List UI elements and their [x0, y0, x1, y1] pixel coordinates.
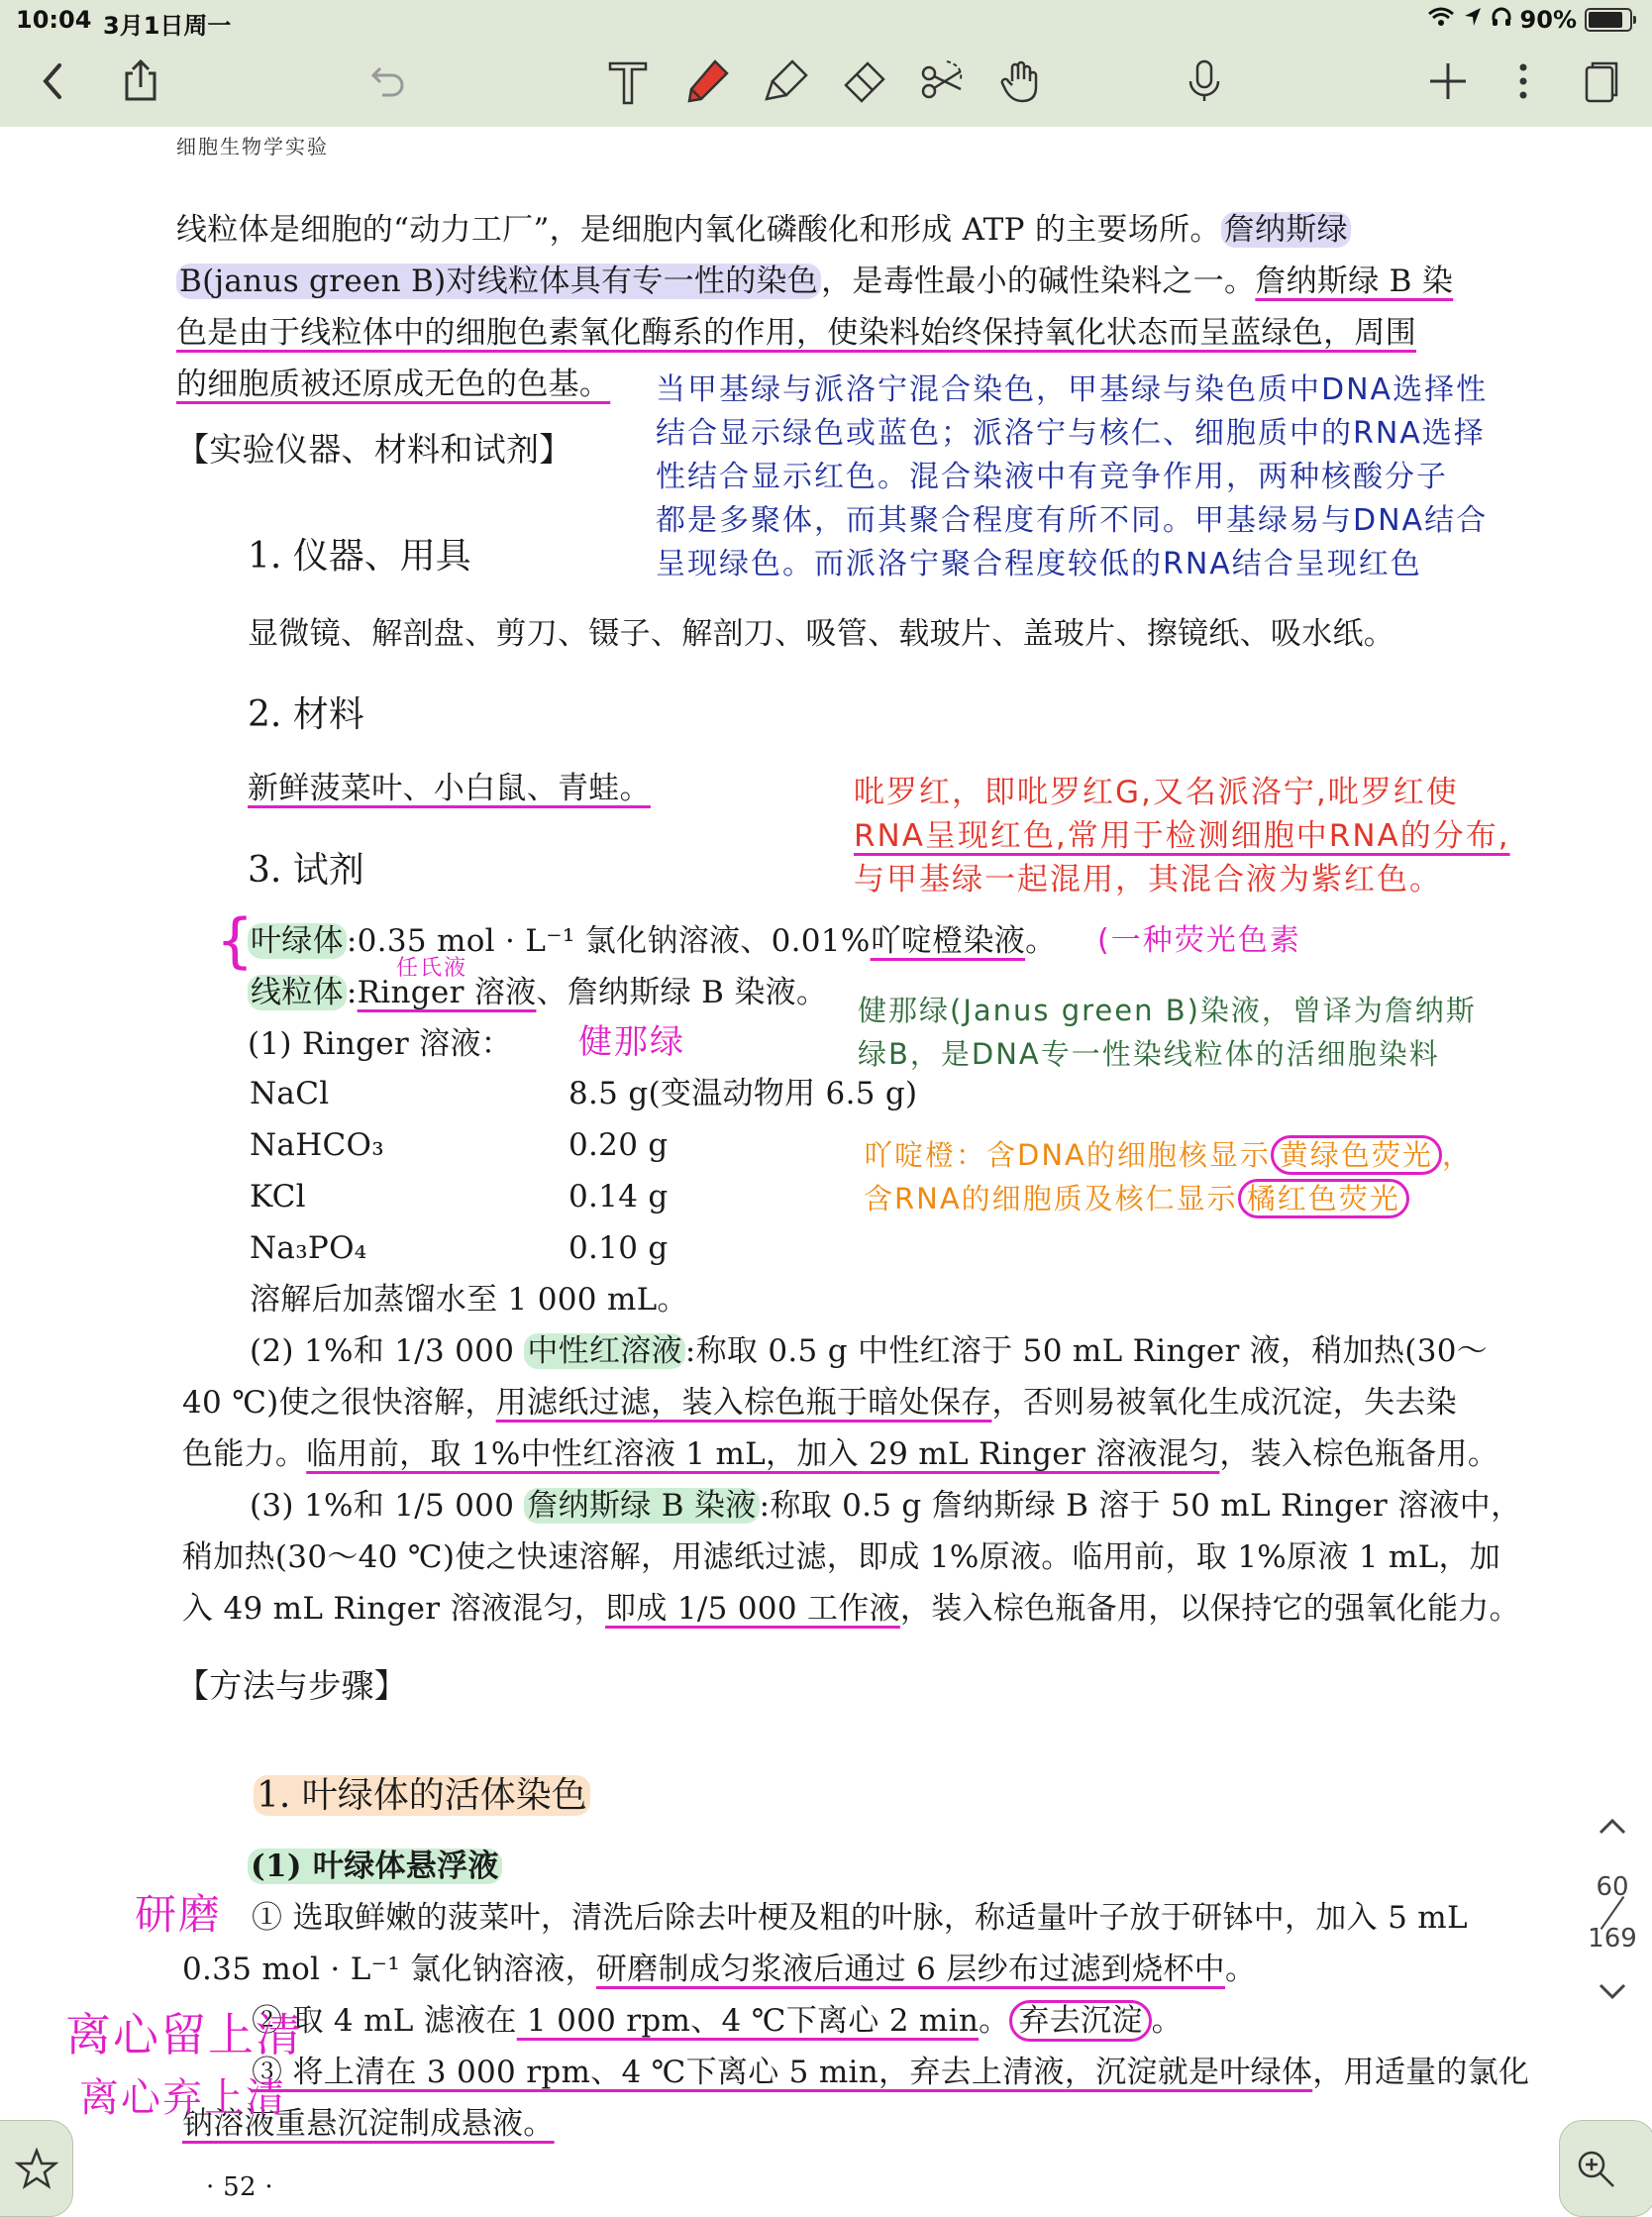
ringer-amt-1: 0.20 g [568, 1127, 669, 1163]
step-3-line-1: ③ 将上清在 3 000 rpm、4 ℃下离心 5 min，弃去上清液，沉淀就是叶绿体，用适量的氯化 [252, 2055, 1530, 2090]
reagent-mitochondria: 线粒体:Ringer 溶液、詹纳斯绿 B 染液。 [248, 967, 827, 1018]
highlight-janus: 詹纳斯绿 [1221, 212, 1351, 248]
ringer-amt-3: 0.10 g [568, 1230, 669, 1266]
intro-line-2: B(janus green B)对线粒体具有专一性的染色，是毒性最小的碱性染料之一。詹纳斯绿 B 染 [176, 256, 1453, 307]
scissors-icon [917, 55, 969, 107]
page-up-button[interactable] [1573, 1811, 1652, 1860]
location-icon [1463, 6, 1483, 34]
top-bar [0, 0, 1652, 128]
eraser-icon [838, 55, 889, 107]
note-fluorescent: (一种荧光色素 [1097, 923, 1301, 958]
pen-icon [681, 55, 733, 107]
status-right [1427, 6, 1632, 34]
neutral-red-line-1: (2) 1%和 1/3 000 中性红溶液:称取 0.5 g 中性红溶于 50 mL Ringer 液，稍加热(30～ [250, 1333, 1489, 1369]
undo-button[interactable] [357, 52, 416, 111]
heading-method-1-1: (1) 叶绿体悬浮液 [248, 1841, 502, 1892]
text-tool-icon [602, 55, 654, 107]
chevron-left-icon [28, 55, 79, 107]
ringer-amt-0: 8.5 g(变温动物用 6.5 g) [568, 1076, 918, 1111]
page-navigator [1573, 1811, 1652, 2068]
battery-icon [1585, 8, 1632, 32]
more-icon [1497, 55, 1549, 107]
battery-percent: 90% [1519, 6, 1577, 34]
neutral-red-line-3: 色能力。临用前，取 1%中性红溶液 1 mL，加入 29 mL Ringer 溶液混匀，装入棕色瓶备用。 [182, 1436, 1499, 1472]
ringer-name-3: Na₃PO₄ [250, 1230, 367, 1266]
section-methods: 【方法与步骤】 [176, 1666, 408, 1705]
reagent-chloroplast: 叶绿体:0.35 mol · L⁻¹ 氯化钠溶液、0.01%吖啶橙染液。 [248, 915, 1056, 967]
hand-tool-button[interactable] [990, 52, 1050, 111]
note-jiannalu: 健那绿 [578, 1022, 685, 1062]
intro-line-4: 的细胞质被还原成无色的色基。 [176, 367, 611, 402]
plus-icon [1422, 55, 1474, 107]
ringer-title: (1) Ringer 溶液： [248, 1026, 513, 1062]
total-pages: 169 [1588, 1924, 1637, 1953]
section-instruments: 【实验仪器、材料和试剂】 [176, 430, 572, 469]
text-tool-button[interactable] [598, 52, 658, 111]
eraser-tool-button[interactable] [834, 52, 893, 111]
heading-method-1: 1. 叶绿体的活体染色 [254, 1767, 590, 1818]
microphone-icon [1179, 55, 1230, 107]
pen-tool-button[interactable] [677, 52, 737, 111]
heading-reagents: 3. 试剂 [248, 850, 364, 891]
neutral-red-line-2: 40 ℃)使之很快溶解，用滤纸过滤，装入棕色瓶于暗处保存，否则易被氧化生成沉淀，失去染 [182, 1385, 1457, 1421]
chevron-up-icon [1593, 1811, 1632, 1841]
running-header: 细胞生物学实验 [176, 135, 329, 158]
materials-list: 新鲜菠菜叶、小白鼠、青蛙。 [248, 771, 651, 806]
pages-icon [1575, 55, 1626, 107]
note-centrifuge-discard: 离心弃上清 [79, 2075, 287, 2121]
janus-line-3: 入 49 mL Ringer 溶液混匀，即成 1/5 000 工作液，装入棕色瓶备用，以保持它的强氧化能力。 [182, 1591, 1520, 1627]
more-button[interactable] [1494, 52, 1553, 111]
step-2: ② 取 4 mL 滤液在 1 000 rpm、4 ℃下离心 2 min。 弃去沉淀 。 [252, 1995, 1183, 2047]
note-brace: { [216, 906, 257, 976]
hand-icon [994, 55, 1046, 107]
intro-line-1: 线粒体是细胞的“动力工厂”，是细胞内氧化磷酸化和形成 ATP 的主要场所。詹纳斯绿 [176, 204, 1351, 256]
note-red: 吡罗红，即吡罗红G,又名派洛宁,吡罗红使 RNA呈现红色,常用于检测细胞中RNA的分布, 与甲基绿一起混用，其混合液为紫红色。 [854, 775, 1510, 897]
note-centrifuge-keep: 离心留上清 [65, 2008, 303, 2061]
note-orange: 吖啶橙：含DNA的细胞核显示 黄绿色荧光 ， 含RNA的细胞质及核仁显示 橘红色荧光 [864, 1133, 1473, 1220]
lasso-tool-button[interactable] [913, 52, 973, 111]
wifi-icon [1427, 6, 1455, 34]
step-1-line-2: 0.35 mol · L⁻¹ 氯化钠溶液，研磨制成匀浆液后通过 6 层纱布过滤到烧杯中。 [182, 1952, 1257, 1987]
ringer-name-1: NaHCO₃ [250, 1127, 385, 1163]
intro-line-3: 色是由于线粒体中的细胞色素氧化酶系的作用，使染料始终保持氧化状态而呈蓝绿色，周围 [176, 315, 1416, 351]
add-button[interactable] [1418, 52, 1478, 111]
highlighter-icon [761, 55, 812, 107]
current-page: 60 [1596, 1872, 1629, 1902]
ringer-name-2: KCl [250, 1179, 306, 1214]
page-down-button[interactable] [1573, 1977, 1652, 2027]
star-icon [15, 2147, 58, 2190]
ringer-amt-2: 0.14 g [568, 1179, 669, 1214]
heading-materials: 2. 材料 [248, 694, 364, 735]
note-ringer: 任氏液 [396, 956, 468, 981]
zoom-button[interactable] [1559, 2120, 1652, 2217]
note-blue: 当甲基绿与派洛宁混合染色，甲基绿与染色质中DNA选择性 结合显示绿色或蓝色；派洛宁与核仁、细胞质中的RNA选择 性结合显示红色。混合染液中有竞争作用，两种核酸分子 都是多聚体，而其聚合程度有所不同。甲基绿易与DNA结合 呈现绿色。而派洛宁聚合程度较低的RNA结合呈现红色 [656, 372, 1489, 581]
note-grind: 研磨 [135, 1890, 223, 1939]
status-date: 3月1日周一 [103, 12, 232, 40]
back-button[interactable] [24, 52, 83, 111]
share-icon [115, 55, 166, 107]
undo-icon [361, 55, 412, 107]
step-3-line-2: 钠溶液重悬沉淀制成悬液。 [182, 2106, 555, 2142]
status-time: 10:04 [16, 6, 92, 34]
janus-line-1: (3) 1%和 1/5 000 詹纳斯绿 B 染液:称取 0.5 g 詹纳斯绿 B 溶于 50 mL Ringer 溶液中， [250, 1488, 1522, 1524]
status-bar [0, 0, 1652, 40]
highlighter-tool-button[interactable] [757, 52, 816, 111]
ringer-end: 溶解后加蒸馏水至 1 000 mL。 [250, 1282, 688, 1318]
pages-button[interactable] [1571, 52, 1630, 111]
ringer-name-0: NaCl [250, 1076, 330, 1111]
share-button[interactable] [111, 52, 170, 111]
instruments-list: 显微镜、解剖盘、剪刀、镊子、解剖刀、吸管、载玻片、盖玻片、擦镜纸、吸水纸。 [248, 616, 1395, 652]
note-green: 健那绿(Janus green B)染液，曾译为詹纳斯 绿B，是DNA专一性染线粒体的活细胞染料 [858, 994, 1477, 1071]
favorite-button[interactable] [0, 2120, 73, 2217]
zoom-in-icon [1574, 2147, 1617, 2190]
step-1-line-1: ① 选取鲜嫩的菠菜叶，清洗后除去叶梗及粗的叶脉，称适量叶子放于研钵中，加入 5 mL [252, 1900, 1468, 1936]
document-page [0, 127, 1652, 2203]
heading-instruments: 1. 仪器、用具 [248, 536, 471, 577]
chevron-down-icon [1593, 1977, 1632, 2007]
microphone-button[interactable] [1175, 52, 1234, 111]
page-number: · 52 · [206, 2172, 273, 2202]
janus-line-2: 稍加热(30～40 ℃)使之快速溶解，用滤纸过滤，即成 1%原液。临用前，取 1%原液 1 mL，加 [182, 1539, 1501, 1575]
headphones-icon [1491, 6, 1512, 34]
